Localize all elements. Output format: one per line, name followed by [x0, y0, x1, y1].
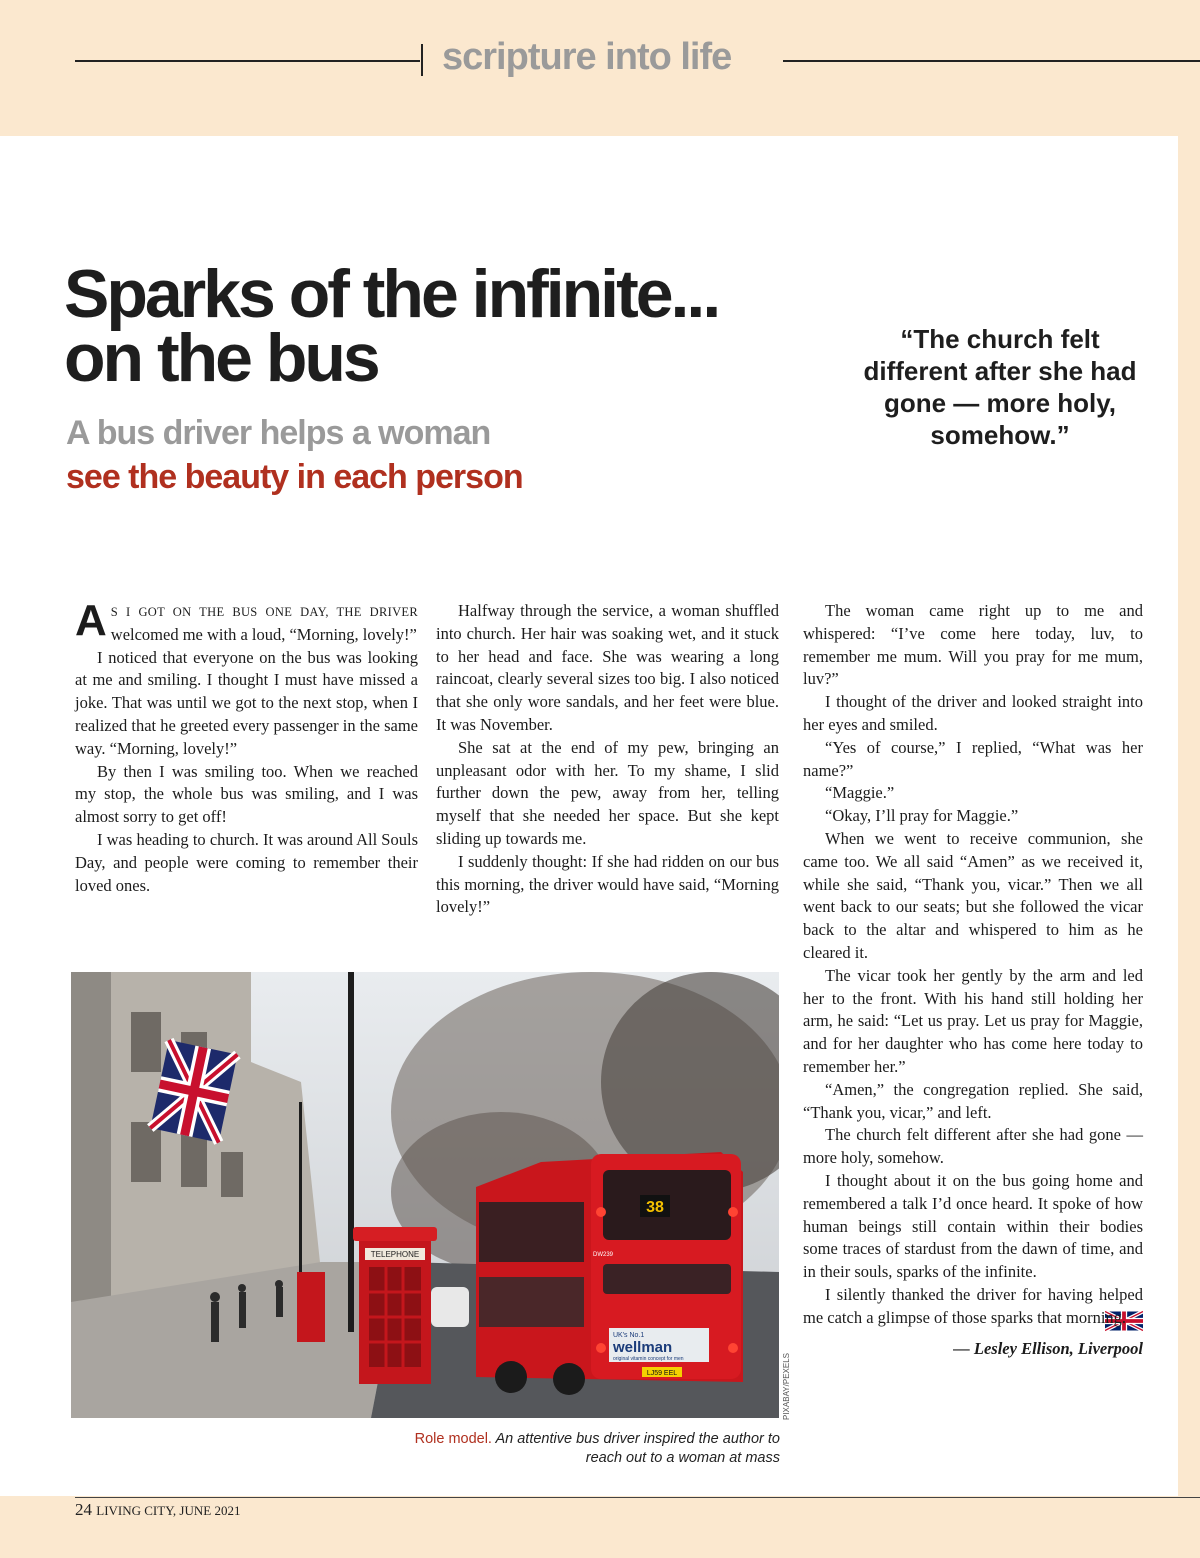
- pull-quote: “The church felt different after she had gone — more holy, somehow.”: [863, 324, 1137, 450]
- paragraph: I thought of the driver and looked straight into her eyes and smiled.: [803, 692, 1143, 734]
- article-column-2: [436, 600, 779, 919]
- paragraph: I silently thanked the driver for having helped me catch a glimpse of those sparks that morning.: [803, 1284, 1143, 1327]
- paragraph: “Maggie.”: [825, 783, 895, 803]
- section-title: scripture into life: [442, 36, 732, 78]
- paragraph: Halfway through the service, a woman shuffled into church. Her hair was soaking wet, and it stuck to her head and face. She was wearing a long raincoat, clearly several sizes too big. I also noticed that she only wore sandals, and her feet were blue. It was November.: [436, 601, 779, 734]
- bus-ad-tagline: original vitamin concept for men: [613, 1356, 684, 1362]
- paragraph: The woman came right up to me and whispered: “I’ve come here today, luv, to remember me mum. Will you pray for me mum, luv?”: [803, 601, 1143, 689]
- second-phone-box: [297, 1272, 325, 1342]
- red-double-decker-bus: [476, 1152, 743, 1395]
- headline-line-1: Sparks of the infinite...: [64, 256, 719, 332]
- paragraph: I was heading to church. It was around All Souls Day, and people were coming to remember their loved ones.: [75, 829, 418, 895]
- paragraph: By then I was smiling too. When we reached my stop, the whole bus was smiling, and I was almost sorry to get off!: [75, 761, 418, 827]
- paragraph: I thought about it on the bus going home and remembered a talk I’d once heard. It spoke of how human beings still contain within their bodies some traces of stardust from the dawn of time, and in their souls, sparks of the infinite.: [803, 1170, 1143, 1282]
- bus-plate: LJ59 EEL: [646, 1370, 678, 1377]
- telephone-sign: TELEPHONE: [370, 1250, 420, 1259]
- caption-body: An attentive bus driver inspired the author to reach out to a woman at mass: [491, 1431, 780, 1466]
- page-footer: [75, 1500, 240, 1520]
- telephone-box: [353, 1227, 437, 1384]
- paragraph: The vicar took her gently by the arm and led her to the front. With his hand still holding her arm, he said: “Let us pray. Let us pray for Maggie, and for her daughter who has come here today to remember her.”: [803, 965, 1143, 1076]
- caption-lead: Role model.: [414, 1431, 492, 1447]
- paragraph: The church felt different after she had gone — more holy, somehow.: [803, 1125, 1143, 1168]
- paragraph: I suddenly thought: If she had ridden on our bus this morning, the driver would have said, “Morning lovely!”: [436, 851, 779, 917]
- drop-cap: A: [75, 596, 107, 645]
- paragraph: “Okay, I’ll pray for Maggie.”: [825, 806, 1019, 826]
- author-signature: — Lesley Ellison, Liverpool: [953, 1338, 1143, 1358]
- bus-route-number: 38: [646, 1199, 664, 1216]
- paragraph: I noticed that everyone on the bus was looking at me and smiling. I thought I must have missed a joke. That was until we got to the next stop, when I realized that he greeted every passenger in the same way. “Morning, lovely!”: [75, 647, 418, 758]
- article-photo: [71, 972, 779, 1418]
- photo-credit: PIXABAY/PEXELS: [782, 1353, 791, 1420]
- bus-ad-small: UK's No.1: [613, 1332, 645, 1339]
- publication-info: LIVING CITY, JUNE 2021: [96, 1503, 241, 1518]
- header-rule-right: [783, 60, 1200, 62]
- page-header: [0, 0, 1200, 136]
- opening-smallcaps: S I GOT ON THE BUS ONE DAY, THE DRIVER: [110, 605, 418, 619]
- london-street-photo: [71, 972, 779, 1418]
- article-column-3: [803, 600, 1143, 1360]
- paragraph: She sat at the end of my pew, bringing an unpleasant odor with her. To my shame, I slid further down the pew, away from her, telling myself that she needed her space. But she kept sliding up towards me.: [436, 737, 779, 848]
- page-number: 24: [75, 1500, 92, 1519]
- bus-ad-brand: wellman: [613, 1339, 673, 1356]
- subheadline-gray: A bus driver helps a woman: [66, 414, 491, 452]
- paragraph: When we went to receive communion, she came too. We all said “Amen” as we received it, while she said, “Thank you, vicar.” Then we all went back to our seats; but she followed the vicar back to the altar and whispered to him as he cleared it.: [803, 828, 1143, 962]
- paragraph: welcomed me with a loud, “Morning, lovely!”: [110, 624, 417, 644]
- subheadline-red: see the beauty in each person: [66, 458, 523, 496]
- opening-paragraph: [75, 596, 418, 647]
- bus-fleet-number: DW239: [593, 1252, 614, 1258]
- paragraph: “Amen,” the congregation replied. She said, “Thank you, vicar,” and left.: [803, 1079, 1143, 1122]
- headline-line-2: on the bus: [64, 320, 378, 396]
- header-rule-tick: [421, 44, 423, 76]
- article-headline: [64, 256, 864, 396]
- article-column-1: [75, 596, 418, 897]
- footer-rule: [75, 1497, 1200, 1498]
- photo-caption: [400, 1430, 780, 1468]
- header-rule-left: [75, 60, 420, 62]
- paragraph: “Yes of course,” I replied, “What was her name?”: [803, 737, 1143, 780]
